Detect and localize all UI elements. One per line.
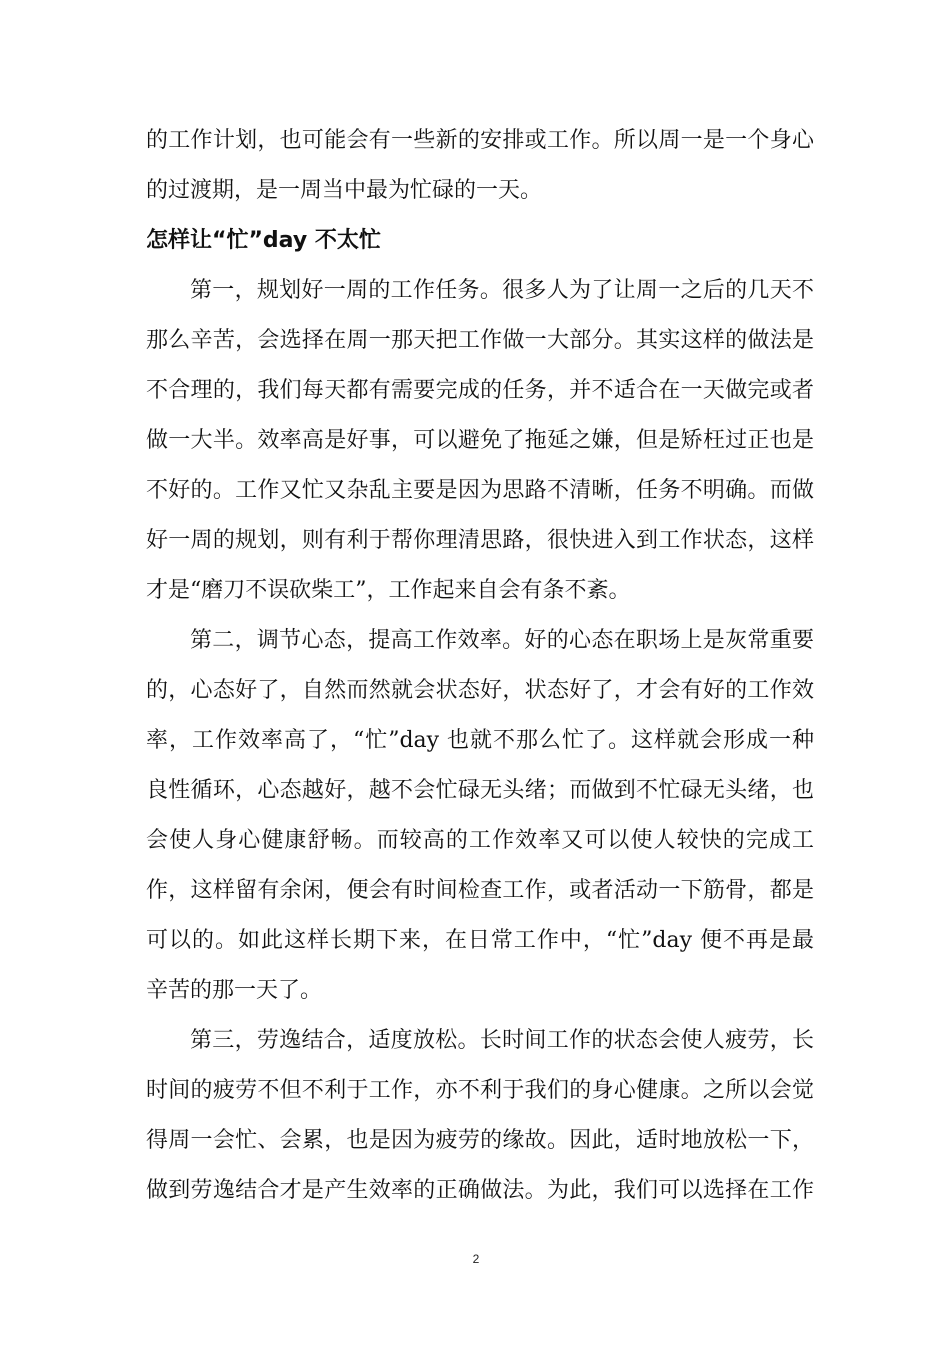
paragraph-1-line: 不好的。工作又忙又杂乱主要是因为思路不清晰，任务不明确。而做 <box>146 478 814 503</box>
paragraph-2-line: 的，心态好了，自然而然就会状态好，状态好了，才会有好的工作效 <box>146 678 814 703</box>
paragraph-2-line: 会使人身心健康舒畅。而较高的工作效率又可以使人较快的完成工 <box>146 828 814 853</box>
paragraph-1-line: 好一周的规划，则有利于帮你理清思路，很快进入到工作状态，这样 <box>146 528 814 553</box>
intro-line: 的工作计划，也可能会有一些新的安排或工作。所以周一是一个身心 <box>146 128 814 153</box>
paragraph-3-line: 得周一会忙、会累，也是因为疲劳的缘故。因此，适时地放松一下， <box>146 1128 814 1153</box>
paragraph-1-line: 才是“磨刀不误砍柴工”，工作起来自会有条不紊。 <box>146 578 631 603</box>
page-number: 2 <box>472 1252 480 1266</box>
paragraph-2-line: 作，这样留有余闲，便会有时间检查工作，或者活动一下筋骨，都是 <box>146 878 814 903</box>
paragraph-1-line: 不合理的，我们每天都有需要完成的任务，并不适合在一天做完或者 <box>146 378 814 403</box>
paragraph-3-line: 时间的疲劳不但不利于工作，亦不利于我们的身心健康。之所以会觉 <box>146 1078 814 1103</box>
paragraph-3-line: 做到劳逸结合才是产生效率的正确做法。为此，我们可以选择在工作 <box>146 1178 814 1203</box>
paragraph-1-line: 做一大半。效率高是好事，可以避免了拖延之嫌，但是矫枉过正也是 <box>146 428 814 453</box>
paragraph-2-line: 辛苦的那一天了。 <box>146 978 323 1003</box>
paragraph-3-line: 第三，劳逸结合，适度放松。长时间工作的状态会使人疲劳，长 <box>190 1028 814 1053</box>
paragraph-2-line: 可以的。如此这样长期下来，在日常工作中，“忙”day 便不再是最 <box>146 928 814 953</box>
intro-line: 的过渡期，是一周当中最为忙碌的一天。 <box>146 178 543 203</box>
paragraph-2-line: 率，工作效率高了，“忙”day 也就不那么忙了。这样就会形成一种 <box>146 728 814 753</box>
paragraph-2-line: 良性循环，心态越好，越不会忙碌无头绪；而做到不忙碌无头绪，也 <box>146 778 814 803</box>
paragraph-1-line: 那么辛苦，会选择在周一那天把工作做一大部分。其实这样的做法是 <box>146 328 814 353</box>
paragraph-1-line: 第一，规划好一周的工作任务。很多人为了让周一之后的几天不 <box>190 278 814 303</box>
section-heading: 怎样让“忙”day 不太忙 <box>146 228 381 253</box>
paragraph-2-line: 第二，调节心态，提高工作效率。好的心态在职场上是灰常重要 <box>190 628 814 653</box>
